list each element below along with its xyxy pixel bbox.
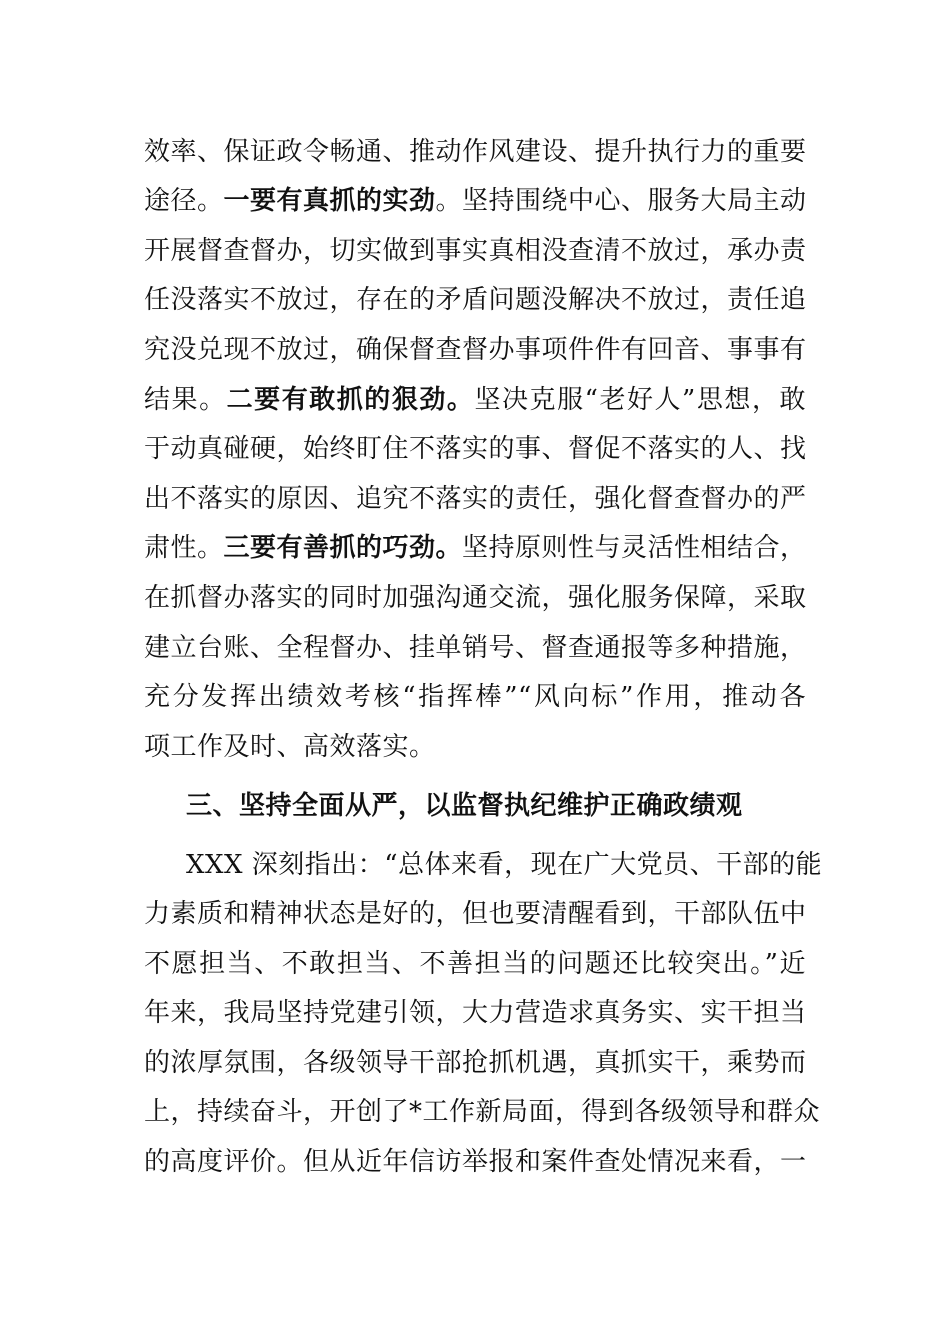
paragraph-1-line-2 (144, 185, 806, 217)
paragraph-1-line-9 (144, 532, 806, 564)
paragraph-1-line-6 (144, 384, 806, 416)
section-heading: 三、坚持全面从严，以监督执纪维护正确政绩观 (186, 791, 743, 821)
paragraph-2-line-4: 年来，我局坚持党建引领，大力营造求真务实、实干担当 (144, 998, 807, 1028)
paragraph-1-line-4: 任没落实不放过，存在的矛盾问题没解决不放过，责任追 (144, 285, 807, 315)
bold-point-1: 一要有真抓的实劲 (223, 186, 436, 216)
paragraph-2-line-2: 力素质和精神状态是好的，但也要清醒看到，干部队伍中 (144, 899, 807, 929)
paragraph-2-line-1: XXX 深刻指出：“总体来看，现在广大党员、干部的能 (186, 850, 823, 880)
paragraph-1-line-5: 究没兑现不放过，确保督查督办事项件件有回音、事事有 (144, 335, 807, 365)
paragraph-1-line-1: 效率、保证政令畅通、推动作风建设、提升执行力的重要 (144, 137, 807, 167)
paragraph-1-line-7: 于动真碰硬，始终盯住不落实的事、督促不落实的人、找 (144, 434, 807, 464)
text-run: 坚决克服“老好人”思想，敢 (474, 385, 806, 415)
bold-point-3: 三要有善抓的巧劲。 (223, 533, 463, 563)
text-run: 肃性。 (144, 533, 224, 563)
text-run: 结果。 (144, 385, 227, 415)
paragraph-2-line-5: 的浓厚氛围，各级领导干部抢抓机遇，真抓实干，乘势而 (144, 1048, 807, 1078)
text-run: 途径。 (144, 186, 224, 216)
paragraph-2-line-7: 的高度评价。但从近年信访举报和案件查处情况来看，一 (144, 1147, 807, 1177)
text-run: 坚持原则性与灵活性相结合， (462, 533, 807, 563)
paragraph-1-line-12: 充分发挥出绩效考核“指挥棒”“风向标”作用，推动各 (144, 682, 806, 712)
paragraph-2-line-3: 不愿担当、不敢担当、不善担当的问题还比较突出。”近 (144, 949, 806, 979)
paragraph-2-line-6: 上，持续奋斗，开创了*工作新局面，得到各级领导和群众 (144, 1097, 821, 1127)
paragraph-1-line-10: 在抓督办落实的同时加强沟通交流，强化服务保障，采取 (144, 583, 807, 613)
paragraph-1-line-8: 出不落实的原因、追究不落实的责任，强化督查督办的严 (144, 484, 807, 514)
paragraph-1-line-13: 项工作及时、高效落实。 (144, 732, 436, 762)
paragraph-1-line-11: 建立台账、全程督办、挂单销号、督查通报等多种措施， (144, 633, 807, 663)
paragraph-1-line-3: 开展督查督办，切实做到事实真相没查清不放过，承办责 (144, 236, 807, 266)
text-run: 。坚持围绕中心、服务大局主动 (435, 186, 807, 216)
bold-point-2: 二要有敢抓的狠劲。 (226, 385, 475, 415)
